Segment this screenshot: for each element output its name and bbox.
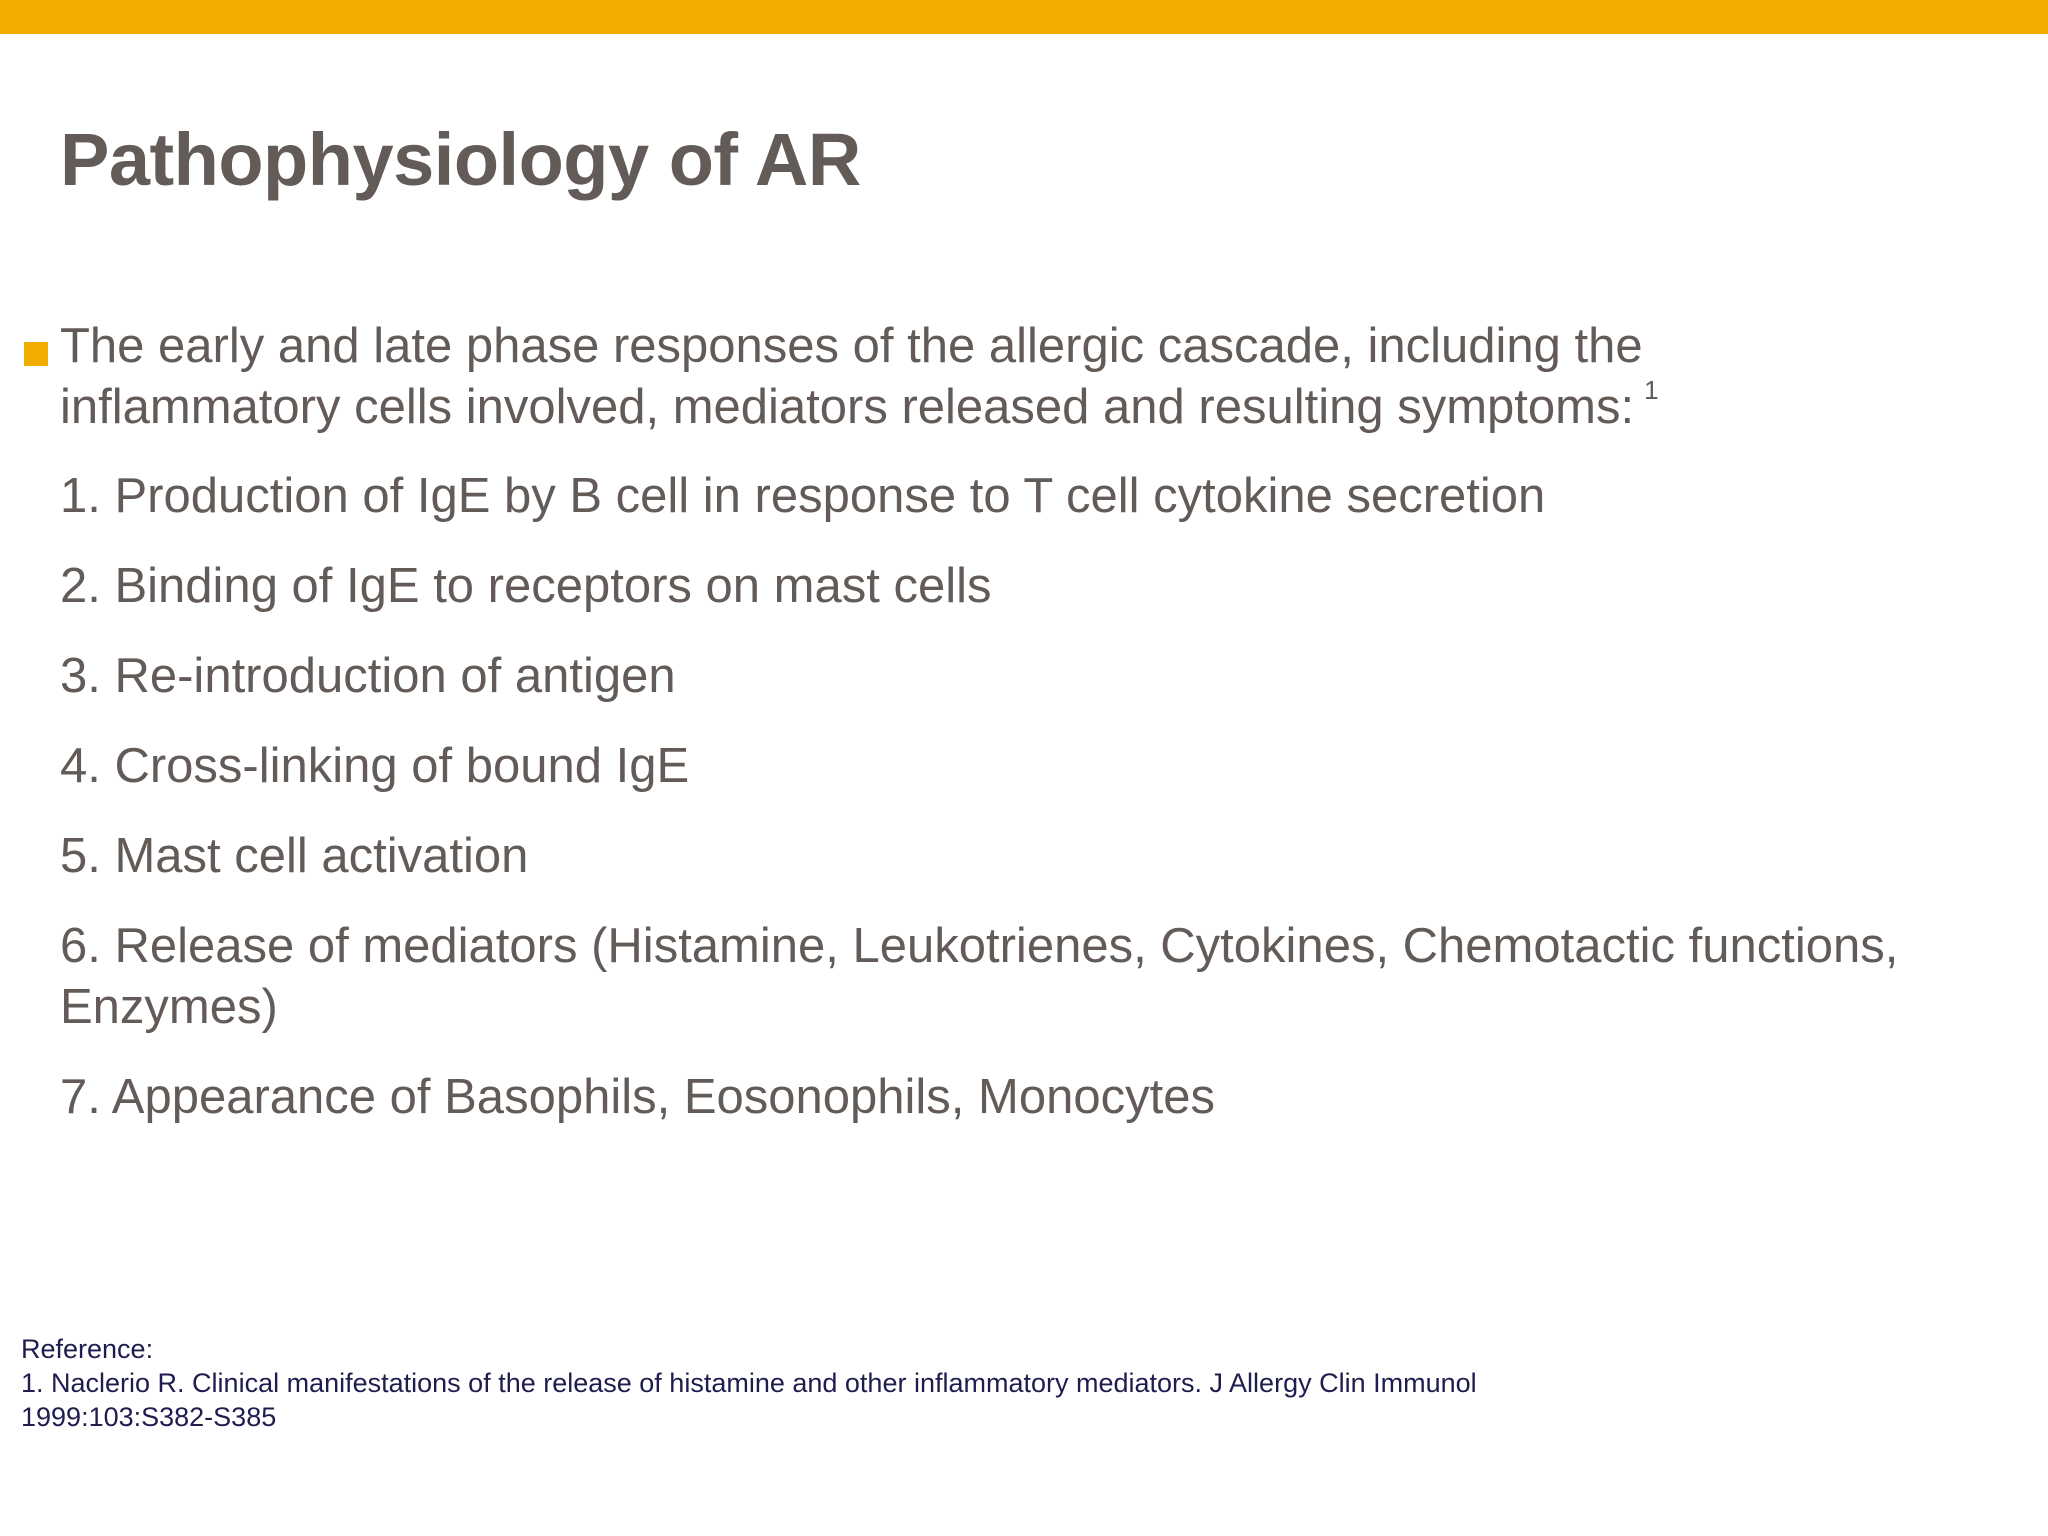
step-item-4 (60, 736, 1920, 797)
step-text: 6. Release of mediators (Histamine, Leukotrienes, Cytokines, Chemotactic functions, Enzymes) (60, 919, 1899, 1034)
top-accent-bar (0, 0, 2048, 34)
reference-line-1: 1. Naclerio R. Clinical manifestations of the release of histamine and other inflammatory mediators. J Allergy Clin Immunol (21, 1368, 1477, 1398)
reference-heading: Reference: (21, 1334, 154, 1364)
step-text: 2. Binding of IgE to receptors on mast cells (60, 559, 992, 613)
intro-text-block (60, 316, 1820, 438)
step-item-1 (60, 466, 1920, 527)
reference-line-2: 1999:103:S382-S385 (21, 1402, 277, 1432)
slide-title: Pathophysiology of AR (60, 118, 861, 201)
step-text: 4. Cross-linking of bound IgE (60, 739, 690, 793)
step-text: 5. Mast cell activation (60, 829, 529, 883)
step-text: 1. Production of IgE by B cell in response to T cell cytokine secretion (60, 469, 1546, 523)
steps-list (60, 466, 1920, 1157)
step-text: 3. Re-introduction of antigen (60, 649, 676, 703)
citation-marker: 1 (1644, 375, 1659, 405)
intro-bullet (24, 316, 1884, 438)
step-text: 7. Appearance of Basophils, Eosonophils, Monocytes (60, 1070, 1215, 1124)
reference-block (21, 1332, 1641, 1434)
step-item-7 (60, 1067, 1920, 1128)
square-bullet-icon (24, 342, 48, 366)
intro-text: The early and late phase responses of the allergic cascade, including the inflammatory cells involved, mediators released and resulting symptoms: (60, 319, 1643, 434)
step-item-3 (60, 646, 1920, 707)
step-item-6 (60, 916, 1920, 1038)
step-item-5 (60, 826, 1920, 887)
step-item-2 (60, 556, 1920, 617)
